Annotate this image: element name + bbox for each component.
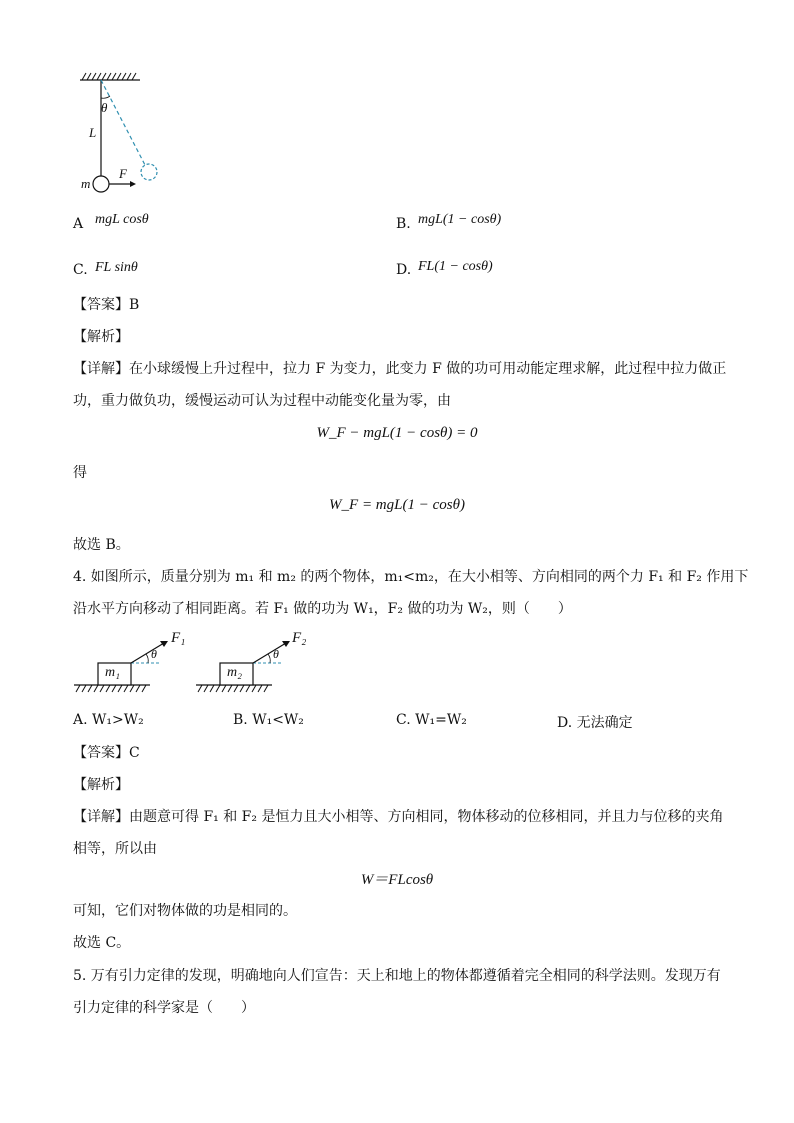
q4-analysis-tag: 【解析】 (73, 777, 129, 793)
option-a-text: mgL cosθ (95, 212, 149, 227)
q4-stem-line2: 沿水平方向移动了相同距离。若 F₁ 做的功为 W₁，F₂ 做的功为 W₂，则（ ） (73, 601, 572, 617)
q5-stem-line1: 5. 万有引力定律的发现，明确地向人们宣告：天上和地上的物体都遵循着完全相同的科学法则。发现万有 (73, 968, 721, 984)
q4-detail-line2: 相等，所以由 (73, 841, 157, 857)
force-label: F (119, 166, 127, 181)
q4-option-a: A. W₁>W₂ (73, 712, 144, 728)
q4-equation: W＝FLcosθ (360, 872, 434, 888)
q4-conclusion-line2: 故选 C。 (73, 935, 131, 951)
q3-answer-line (73, 295, 139, 315)
q5-stem-line2: 引力定律的科学家是（ ） (73, 1000, 255, 1016)
option-b-letter: B. (396, 216, 411, 232)
block1-label: m₁ (105, 665, 120, 680)
block2-label: m₂ (227, 665, 242, 680)
option-d-letter: D. (396, 262, 412, 278)
angle1-label: θ (151, 647, 157, 661)
blocks-figure (70, 628, 330, 698)
option-d-text: FL(1 − cosθ) (418, 259, 493, 274)
length-label: L (89, 125, 97, 140)
option-a-letter: A (73, 216, 84, 232)
q4-answer-tag: 【答案】 (73, 745, 129, 761)
q3-answer: B (129, 297, 140, 313)
q3-detail-line2: 功，重力做负功，缓慢运动可认为过程中动能变化量为零，由 (73, 393, 451, 409)
q3-conclusion: 故选 B。 (73, 537, 130, 553)
q3-detail-text1: 在小球缓慢上升过程中，拉力 F 为变力，此变力 F 做的功可用动能定理求解，此过程中拉力做正 (129, 361, 727, 377)
q4-option-d: D. 无法确定 (557, 715, 633, 731)
q3-de: 得 (73, 465, 87, 481)
q4-detail-line1 (73, 807, 723, 827)
force1-label: F₁ (171, 630, 186, 646)
q3-detail-tag: 【详解】 (73, 361, 129, 377)
mass-label: m (81, 176, 91, 191)
q4-answer: C (129, 745, 140, 761)
q3-analysis-tag: 【解析】 (73, 329, 129, 345)
option-b-text: mgL(1 − cosθ) (418, 212, 502, 227)
q3-answer-tag: 【答案】 (73, 297, 129, 313)
force2-label: F₂ (292, 630, 307, 646)
q3-detail-line1 (73, 359, 726, 379)
q4-detail-tag: 【详解】 (73, 809, 129, 825)
q4-answer-line (73, 743, 140, 763)
option-c-letter: C. (73, 262, 88, 278)
q3-equation2: W_F = mgL(1 − cosθ) (329, 497, 465, 513)
q4-option-b: B. W₁<W₂ (233, 712, 304, 728)
q4-option-c: C. W₁=W₂ (396, 712, 467, 728)
q4-detail-text1: 由题意可得 F₁ 和 F₂ 是恒力且大小相等、方向相同，物体移动的位移相同，并且力与位移的夹角 (129, 809, 724, 825)
q4-conclusion-line1: 可知，它们对物体做的功是相同的。 (73, 903, 297, 919)
option-c-text: FL sinθ (95, 260, 138, 275)
q3-equation1: W_F − mgL(1 − cosθ) = 0 (316, 425, 478, 441)
angle2-label: θ (273, 647, 279, 661)
angle-label: θ (101, 100, 108, 115)
q4-stem-line1: 4. 如图所示，质量分别为 m₁ 和 m₂ 的两个物体，m₁<m₂，在大小相等、方向相同的两个力 F₁ 和 F₂ 作用下 (73, 569, 749, 585)
